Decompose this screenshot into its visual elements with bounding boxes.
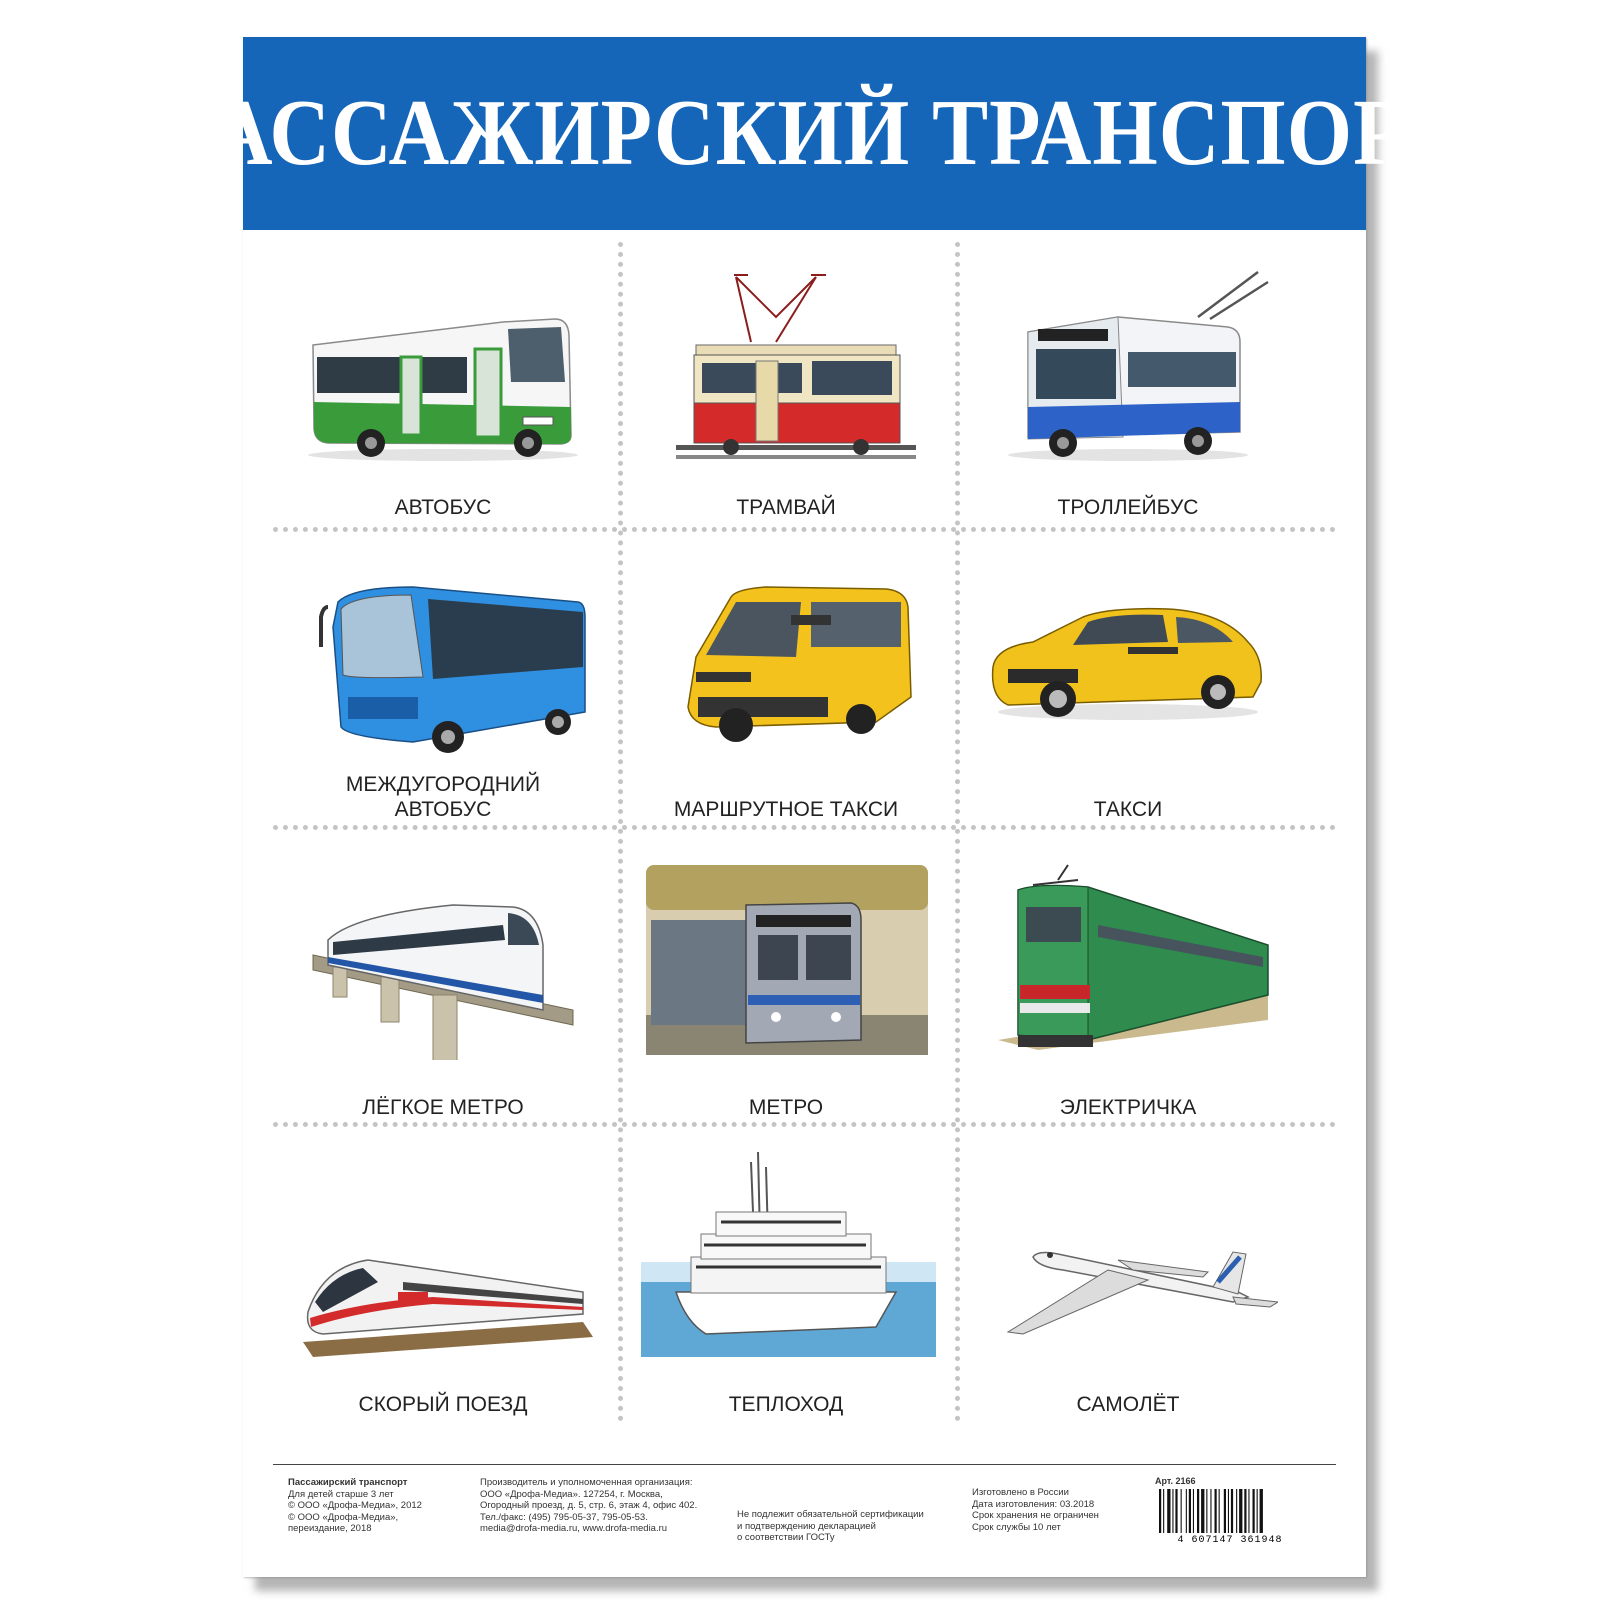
card-minibus-taxi [616,532,956,832]
barcode-bar [1163,1489,1164,1533]
card-label: ТАКСИ [1093,798,1163,821]
card-label: МАРШРУТНОЕ ТАКСИ [673,798,899,821]
barcode-bar [1215,1489,1217,1533]
footer-product-info [288,1477,422,1535]
barcode-bar [1239,1489,1242,1533]
motor-ship-icon [636,1142,936,1357]
barcode-bar [1248,1489,1249,1533]
barcode-bar [1244,1489,1246,1533]
footer-line: © ООО «Дрофа-Медиа», [288,1511,399,1523]
card-label: ТЕПЛОХОД [728,1393,844,1416]
footer-line: переиздание, 2018 [288,1523,372,1534]
barcode [1155,1487,1305,1549]
footer-line: Не подлежит обязательной сертификации [737,1509,924,1520]
barcode-bar [1186,1489,1187,1533]
card-taxi [958,532,1298,832]
footer-rule [273,1464,1336,1465]
footer-certification [737,1509,924,1544]
title-banner [145,37,1464,230]
intercity-bus-icon [293,547,593,762]
card-label: ТРАМВАЙ [736,496,836,519]
card-tram [616,242,956,542]
footer-line: © ООО «Дрофа-Медиа», 2012 [288,1500,422,1511]
footer-line: Срок хранения не ограничен [972,1510,1099,1521]
poster [145,37,1464,1577]
footer-line: Пассажирский транспорт [288,1477,408,1488]
card-intercity-bus [273,532,613,832]
metro-icon [636,845,936,1060]
card-high-speed-train [273,1127,613,1427]
card-label: СКОРЫЙ ПОЕЗД [358,1393,528,1416]
taxi-icon [978,547,1278,762]
poster-title: ПАССАЖИРСКИЙ ТРАНСПОРТ [145,80,1464,186]
footer-line: Для детей старше 3 лет [288,1488,394,1500]
barcode-bar [1219,1489,1220,1533]
barcode-digits: 4 607147 361948 [1155,1535,1305,1546]
barcode-bar [1167,1489,1170,1533]
tram-icon [636,257,936,472]
barcode-bar [1175,1489,1177,1533]
barcode-bar [1236,1489,1237,1533]
card-label: МЕЖДУГОРОДНИЙ [345,773,541,796]
card-trolleybus [958,242,1298,542]
minibus-taxi-icon [636,547,936,762]
card-electric-train [958,830,1298,1130]
barcode-bar [1253,1489,1255,1533]
card-airplane [958,1127,1298,1427]
barcode-bar [1193,1489,1194,1533]
card-bus [273,242,613,542]
barcode-bar [1189,1489,1191,1533]
barcode-bar [1224,1489,1226,1533]
card-label-line2: АВТОБУС [394,798,492,821]
card-label: САМОЛЁТ [1076,1393,1180,1416]
footer-line: Срок службы 10 лет [972,1521,1061,1533]
footer-line: Дата изготовления: 03.2018 [972,1498,1095,1510]
barcode-bar [1206,1489,1207,1533]
barcode-bar [1201,1489,1204,1533]
footer-production [972,1487,1099,1533]
barcode-bar [1257,1489,1258,1533]
barcode-bar [1197,1489,1199,1533]
barcode-bar [1181,1489,1182,1533]
footer-line: Тел./факс: (495) 795-05-37, 795-05-53. [480,1511,648,1523]
high-speed-train-icon [293,1142,593,1357]
card-label: ЭЛЕКТРИЧКА [1059,1096,1197,1119]
card-light-metro [273,830,613,1130]
card-motor-ship [616,1127,956,1427]
footer-line: media@drofa-media.ru, www.drofa-media.ru [480,1523,668,1534]
electric-train-icon [978,845,1278,1060]
barcode-bar [1228,1489,1229,1533]
barcode-bar [1210,1489,1211,1533]
trolleybus-icon [978,257,1278,472]
barcode-bar [1231,1489,1233,1533]
article-number: Арт. 2166 [1155,1476,1196,1486]
city-bus-icon [293,257,593,472]
card-label: МЕТРО [748,1096,824,1119]
footer-line: ООО «Дрофа-Медиа». 127254, г. Москва, [480,1488,663,1500]
card-metro [616,830,956,1130]
footer-line: Производитель и уполномоченная организация: [480,1477,693,1488]
barcode-bar [1260,1489,1263,1533]
footer-line: Огородный проезд, д. 5, стр. 6, этаж 4, офис 402. [480,1500,698,1511]
footer-manufacturer [480,1477,697,1535]
barcode-bar [1159,1489,1161,1533]
barcode-bar [1172,1489,1173,1533]
card-label: ТРОЛЛЕЙБУС [1057,496,1199,519]
card-label: ЛЁГКОЕ МЕТРО [362,1096,524,1119]
footer-line: о соответствии ГОСТу [737,1532,835,1543]
footer-line: Изготовлено в России [972,1487,1069,1498]
footer-line: и подтверждению декларацией [737,1520,876,1532]
airplane-icon [978,1142,1278,1357]
card-label: АВТОБУС [394,496,492,519]
light-metro-icon [293,845,593,1060]
